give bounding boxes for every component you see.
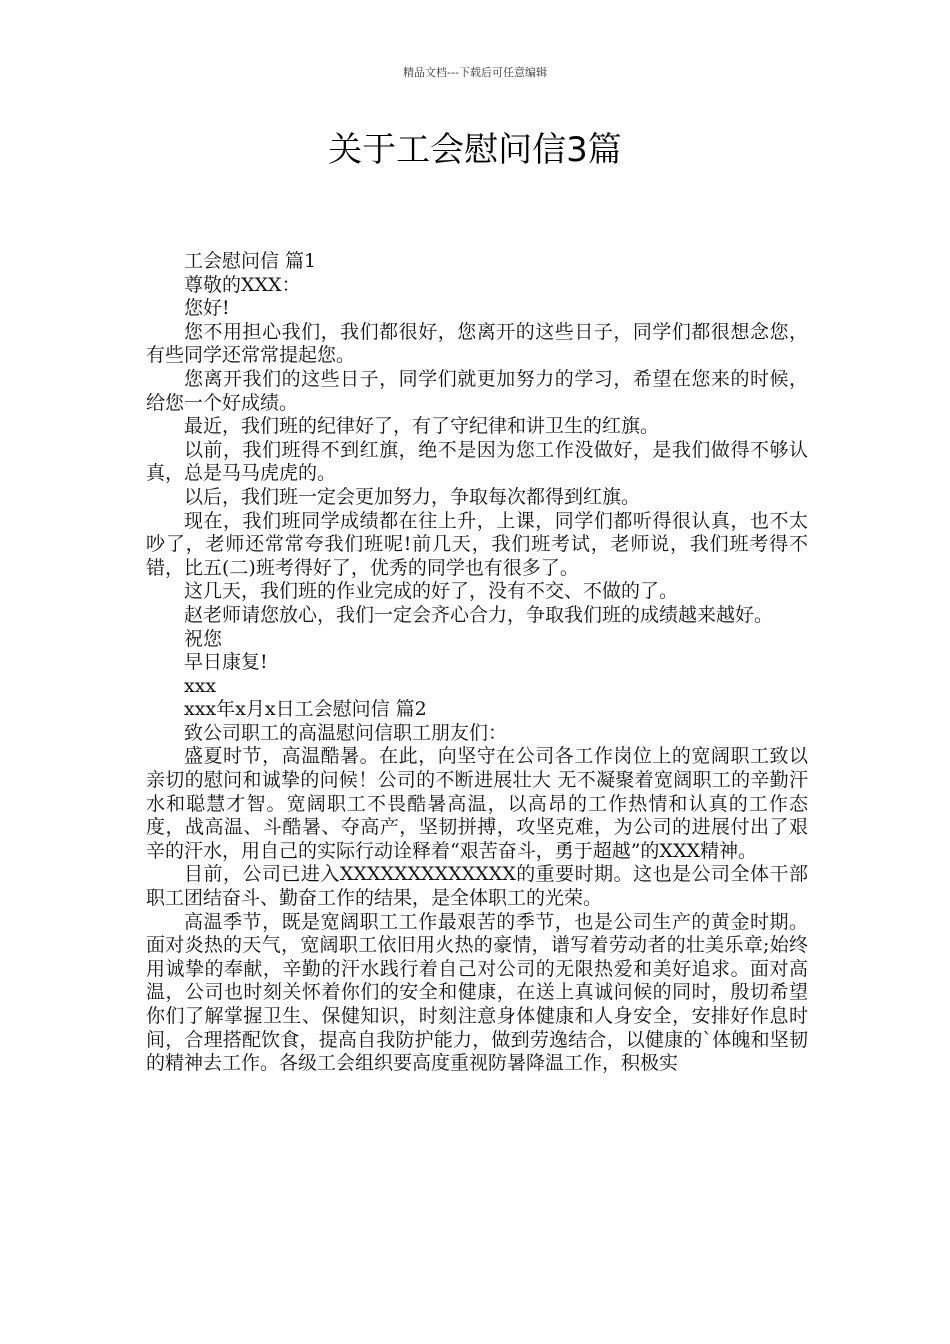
closing-wish: 早日康复! xyxy=(184,651,268,674)
paragraph: 以后，我们班一定会更加努力，争取每次都得到红旗。 xyxy=(184,485,641,508)
greeting: 您好! xyxy=(184,297,230,320)
paragraph: 目前，公司已进入XXXXXXXXXXXXX的重要时期。这也是公司全体干部职工团结奋斗、勤奋工作的结果，是全体职工的光荣。 xyxy=(146,863,808,910)
paragraph: 盛夏时节，高温酷暑。在此，向坚守在公司各工作岗位上的宽阔职工致以亲切的慰问和诚挚的问候！公司的不断进展壮大 无不凝聚着宽阔职工的辛勤汗水和聪慧才智。宽阔职工不畏酷暑高温，以高昂的工作热情和认真的工作态度，战高温、斗酷暑、夺高产，坚韧拼搏，攻坚克难，为公司的进展付出了艰辛的汗水，用自己的实际行动诠释着“艰苦奋斗，勇于超越”的XXX精神。 xyxy=(146,745,808,862)
section-heading-1: 工会慰问信 篇1 xyxy=(184,250,317,272)
salutation: 尊敬的XXX： xyxy=(184,273,301,296)
paragraph: 您不用担心我们，我们都很好，您离开的这些日子，同学们都很想念您，有些同学还常常提起您。 xyxy=(146,320,808,367)
salutation: 致公司职工的高温慰问信职工朋友们： xyxy=(184,721,508,744)
paragraph: 高温季节，既是宽阔职工工作最艰苦的季节，也是公司生产的黄金时期。面对炎热的天气，宽阔职工依旧用火热的豪情，谱写着劳动者的壮美乐章;始终用诚挚的奉献，辛勤的汗水践行着自己对公司的无限热爱和美好追求。面对高温，公司也时刻关怀着你们的安全和健康，在送上真诚问候的同时，殷切希望你们了解掌握卫生、保健知识，时刻注意身体健康和人身安全，安排好作息时间，合理搭配饮食，提高自我防护能力，做到劳逸结合，以健康的`体魄和坚韧的精神去工作。各级工会组织要高度重视防暑降温工作，积极实 xyxy=(146,910,808,1075)
closing-wish: 祝您 xyxy=(184,627,223,650)
document-title: 关于工会慰问信3篇 xyxy=(328,130,622,170)
signature: xxx xyxy=(184,674,217,697)
paragraph: 您离开我们的这些日子，同学们就更加努力的学习，希望在您来的时候，给您一个好成绩。 xyxy=(146,367,808,414)
paragraph: 以前，我们班得不到红旗，绝不是因为您工作没做好，是我们做得不够认真，总是马马虎虎的。 xyxy=(146,438,808,485)
paragraph: 赵老师请您放心，我们一定会齐心合力，争取我们班的成绩越来越好。 xyxy=(184,603,774,626)
document-body xyxy=(146,250,808,1076)
paragraph: 最近，我们班的纪律好了，有了守纪律和讲卫生的红旗。 xyxy=(184,415,660,438)
section-heading-2: xxx年x月x日工会慰问信 篇2 xyxy=(184,698,427,721)
paragraph: 这几天，我们班的作业完成的好了，没有不交、不做的了。 xyxy=(184,580,679,603)
page-header: 精品文档---下载后可任意编辑 xyxy=(403,66,547,79)
paragraph: 现在，我们班同学成绩都在往上升，上课，同学们都听得很认真，也不太吵了，老师还常常夸我们班呢!前几天，我们班考试，老师说，我们班考得不错，比五(二)班考得好了，优秀的同学也有很多了。 xyxy=(146,509,808,579)
